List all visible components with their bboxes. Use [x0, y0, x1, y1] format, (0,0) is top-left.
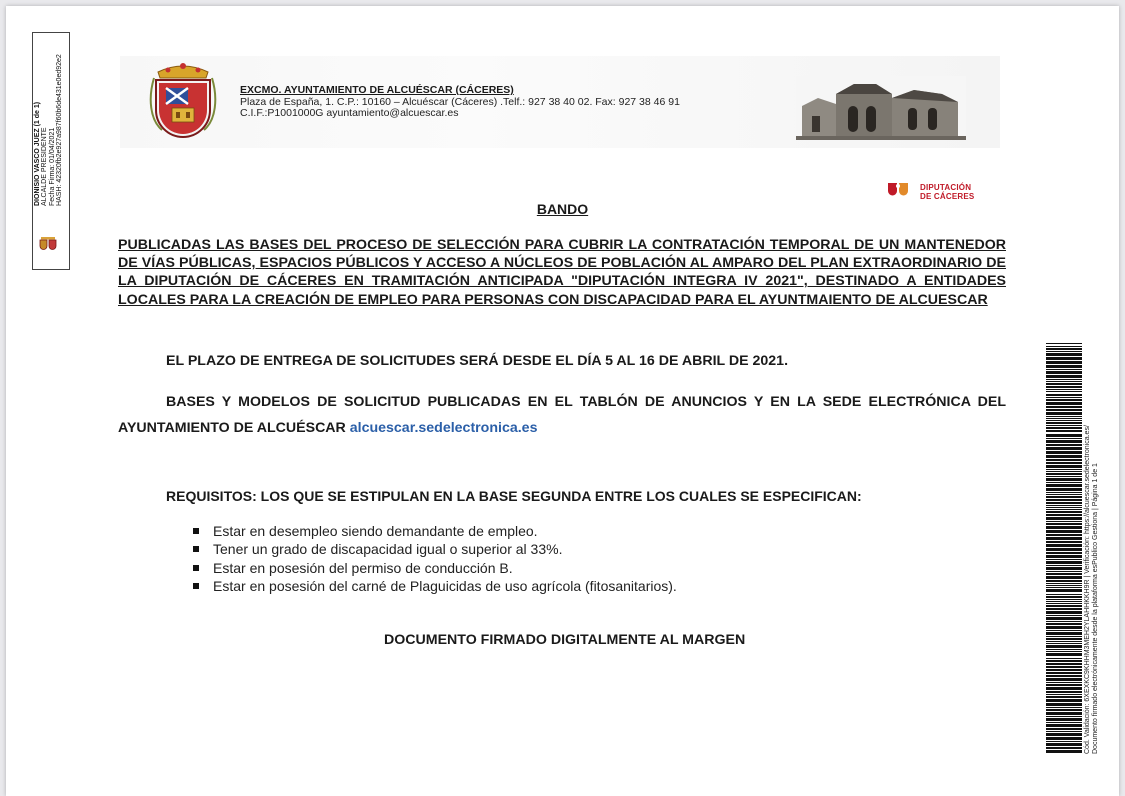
document-heading: BANDO: [536, 201, 589, 217]
verification-line-1: Cód. Validación: 6XEXKC9KHHM3MEH2YLAHHKKH9R | Verificación: https://alcuescar.sedelectronica.es/: [1084, 425, 1091, 754]
signature-text: [34, 36, 64, 206]
signer-role: ALCALDE PRESIDENTE: [41, 127, 49, 206]
requirement-text: Estar en posesión del carné de Plaguicidas de uso agrícola (fitosanitarios).: [213, 578, 677, 595]
diputacion-logo-icon: [886, 180, 910, 198]
sede-link[interactable]: alcuescar.sedelectronica.es: [349, 420, 538, 436]
list-item: [190, 540, 677, 558]
requirements-list: [190, 522, 677, 596]
bases-text: BASES Y MODELOS DE SOLICITUD PUBLICADAS EN EL TABLÓN DE ANUNCIOS Y EN LA SEDE ELECTRÓNICA DEL AYUNTAMIENTO DE ALCUÉSCAR: [118, 394, 1006, 436]
bullet-icon: [193, 565, 199, 571]
bases-paragraph: [118, 389, 1006, 441]
deadline-text: EL PLAZO DE ENTREGA DE SOLICITUDES SERÁ DESDE EL DÍA 5 AL 16 DE ABRIL DE 2021.: [166, 353, 789, 369]
municipality-name: EXCMO. AYUNTAMIENTO DE ALCUÉSCAR (CÁCERES): [240, 84, 514, 96]
requirement-text: Tener un grado de discapacidad igual o superior al 33%.: [213, 541, 563, 558]
signer-name: DIONISIO VASCO JUEZ (1 de 1): [34, 101, 41, 206]
signature-date: Fecha Firma: 01/04/2021: [48, 127, 56, 206]
list-item: [190, 559, 677, 577]
verification-text: [1084, 384, 1100, 754]
bullet-icon: [193, 528, 199, 534]
diputacion-name: [920, 184, 974, 201]
verification-line-2: Documento firmado electrónicamente desde la plataforma esPublico Gestiona | Página 1 de 1: [1092, 463, 1099, 754]
list-item: [190, 577, 677, 595]
signature-hash: HASH: 42320fb2e927a987f60b6de431e0ed92e2: [56, 54, 64, 206]
bullet-icon: [193, 546, 199, 552]
document-title: PUBLICADAS LAS BASES DEL PROCESO DE SELECCIÓN PARA CUBRIR LA CONTRATACIÓN TEMPORAL DE UN MANTENEDOR DE VÍAS PÚBLICAS, ESPACIOS PÚBLICOS Y ACCESO A NÚCLEOS DE POBLACIÓN AL AMPARO DEL PLAN EXTRAORDINARIO DE LA DIPUTACIÓN DE CÁCERES EN TRAMITACIÓN ANTICIPADA "DIPUTACIÓN INTEGRA IV 2021", DESTINADO A ENTIDADES LOCALES PARA LA CREACIÓN DE EMPLEO PARA PERSONAS CON DISCAPACIDAD PARA EL AYUNTMAIENTO DE ALCUESCAR: [118, 237, 1006, 308]
signed-notice: DOCUMENTO FIRMADO DIGITALMENTE AL MARGEN: [384, 632, 746, 648]
list-item: [190, 522, 677, 540]
requirement-text: Estar en posesión del permiso de conducción B.: [213, 559, 513, 576]
bullet-icon: [193, 583, 199, 589]
barcode: [1046, 343, 1082, 753]
requirements-heading: REQUISITOS: LOS QUE SE ESTIPULAN EN LA BASE SEGUNDA ENTRE LOS CUALES SE ESPECIFICAN:: [166, 488, 862, 504]
diputacion-line-1: DIPUTACIÓN: [920, 183, 972, 192]
requirement-text: Estar en desempleo siendo demandante de empleo.: [213, 523, 538, 539]
coat-of-arms-icon: [146, 58, 220, 140]
diputacion-line-2: DE CÁCERES: [920, 191, 975, 201]
municipality-address: Plaza de España, 1. C.P.: 10160 – Alcuéscar (Cáceres) .Telf.: 927 38 40 02. Fax: 927 38 46 91: [240, 96, 680, 108]
municipality-cif-email: C.I.F.:P1001000G ayuntamiento@alcuescar.es: [240, 107, 459, 119]
seal-icon: [37, 236, 59, 252]
ruins-illustration: [796, 76, 966, 140]
